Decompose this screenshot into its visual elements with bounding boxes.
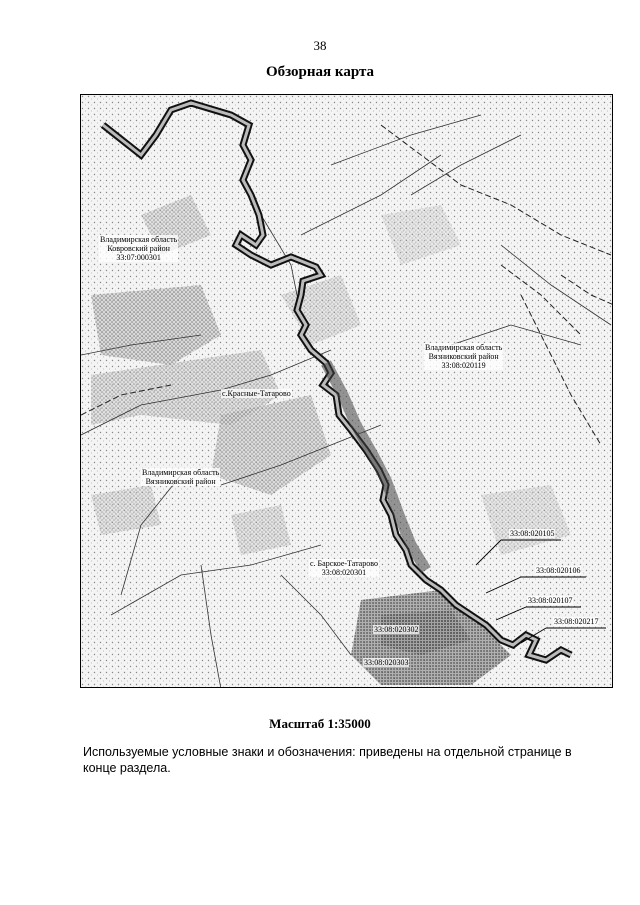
label-parcel-bottom-2: 33:08:020303 [364,658,409,667]
label-kovrov-region: Владимирская область Ковровский район 33:07:000301 [100,235,178,262]
map-scale: Масштаб 1:35000 [269,716,371,731]
label-parcel-bottom-1: 33:08:020302 [374,625,419,634]
label-parcel-020217: 33:08:020217 [554,617,599,626]
label-parcel-020105: 33:08:020105 [510,529,555,538]
label-village-kr-tatarovo: с.Красные-Татарово [222,389,291,398]
label-parcel-020107: 33:08:020107 [528,596,573,605]
label-parcel-020106: 33:08:020106 [536,566,581,575]
page-number: 38 [313,38,327,53]
label-village-barskoe-tatarovo: с. Барское-Татарово 33:08:020301 [310,559,378,577]
legend-note: Используемые условные знаки и обозначения: приведены на отдельной странице в конце раздела. [83,745,572,775]
overview-map [80,94,613,688]
label-vyaznikovsky-region-east: Владимирская область Вязниковский район 33:08:020119 [425,343,503,370]
page-title: Обзорная карта [265,64,375,80]
label-vyaznikovsky-region-west: Владимирская область Вязниковский район [142,468,220,486]
